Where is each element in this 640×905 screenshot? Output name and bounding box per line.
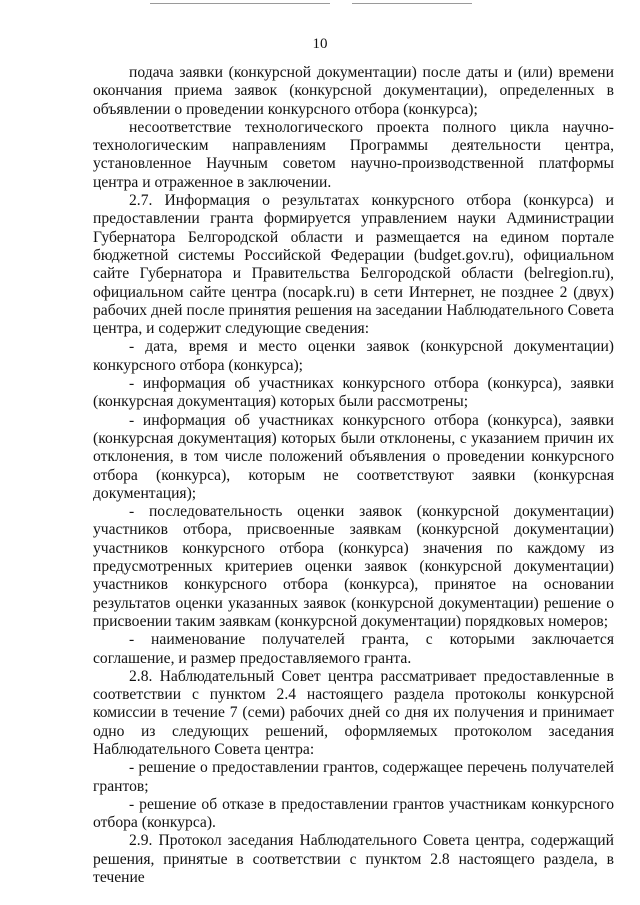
- top-edge-rule-right: [352, 3, 472, 4]
- list-item-evaluation-sequence: - последовательность оценки заявок (конкурсной документации) участников отбора, присвоенные заявкам (конкурсной документации) участников конкурсного отбора (конкурса) значения по каждому из предусмотренных критериев оценки заявок (конкурсной документации) участников конкурсного отбора (конкурса), принятое на основании результатов оценки указанных заявок (конкурсной документации) решение о присвоении таким заявкам (конкурсной документации) порядковых номеров;: [93, 503, 614, 630]
- list-item-date-time-place: - дата, время и место оценки заявок (конкурсной документации) конкурсного отбора (конкурса);: [93, 338, 614, 374]
- list-item-grant-recipients: - наименование получателей гранта, с которыми заключается соглашение, и размер предоставляемого гранта.: [93, 631, 614, 667]
- list-item-reviewed-participants: - информация об участниках конкурсного отбора (конкурса), заявки (конкурсная документация) которых были рассмотрены;: [93, 375, 614, 411]
- paragraph-2-9-protocol: 2.9. Протокол заседания Наблюдательного Совета центра, содержащий решения, принятые в соответствии с пунктом 2.8 настоящего раздела, в течение: [93, 832, 614, 887]
- list-item-rejected-participants: - информация об участниках конкурсного отбора (конкурса), заявки (конкурсная документация) которых были отклонены, с указанием причин их отклонения, в том числе положений объявления о проведении конкурсного отбора (конкурса), которым не соответствуют заявки (конкурсная документация);: [93, 411, 614, 502]
- page-number: 10: [312, 36, 328, 52]
- paragraph-submission-after-deadline: подача заявки (конкурсной документации) после даты и (или) времени окончания приема заявок (конкурсной документации), определенных в объявлении о проведении конкурсного отбора (конкурса);: [93, 64, 614, 118]
- paragraph-2-8-supervisory-board: 2.8. Наблюдательный Совет центра рассматривает предоставленные в соответствии с пунктом 2.4 настоящего раздела протоколы конкурсной комиссии в течение 7 (семи) рабочих дней со дня их получения и принимает одно из следующих решений, оформляемых протоколом заседания Наблюдательного Совета центра:: [93, 667, 614, 758]
- top-edge-rule-left: [150, 3, 330, 4]
- paragraph-2-7-results-info: 2.7. Информация о результатах конкурсного отбора (конкурса) и предоставлении гранта формируется управлением науки Администрации Губернатора Белгородской области и размещается на едином портале бюджетной системы Российской Федерации (budget.gov.ru), официальном сайте Губернатора и Правительства Белгородской области (belregion.ru), официальном сайте центра (nocapk.ru) в сети Интернет, не позднее 2 (двух) рабочих дней после принятия решения на заседании Наблюдательного Совета центра, и содержит следующие сведения:: [93, 192, 614, 338]
- list-item-refusal-decision: - решение об отказе в предоставлении грантов участникам конкурсного отбора (конкурса).: [93, 795, 614, 832]
- list-item-grant-decision: - решение о предоставлении грантов, содержащее перечень получателей грантов;: [93, 759, 614, 795]
- document-body: [93, 64, 614, 887]
- paragraph-project-mismatch: несоответствие технологического проекта полного цикла научно-технологическим направлениям Программы деятельности центра, установленное Научным советом научно-производственной платформы центра и отраженное в заключении.: [93, 118, 614, 191]
